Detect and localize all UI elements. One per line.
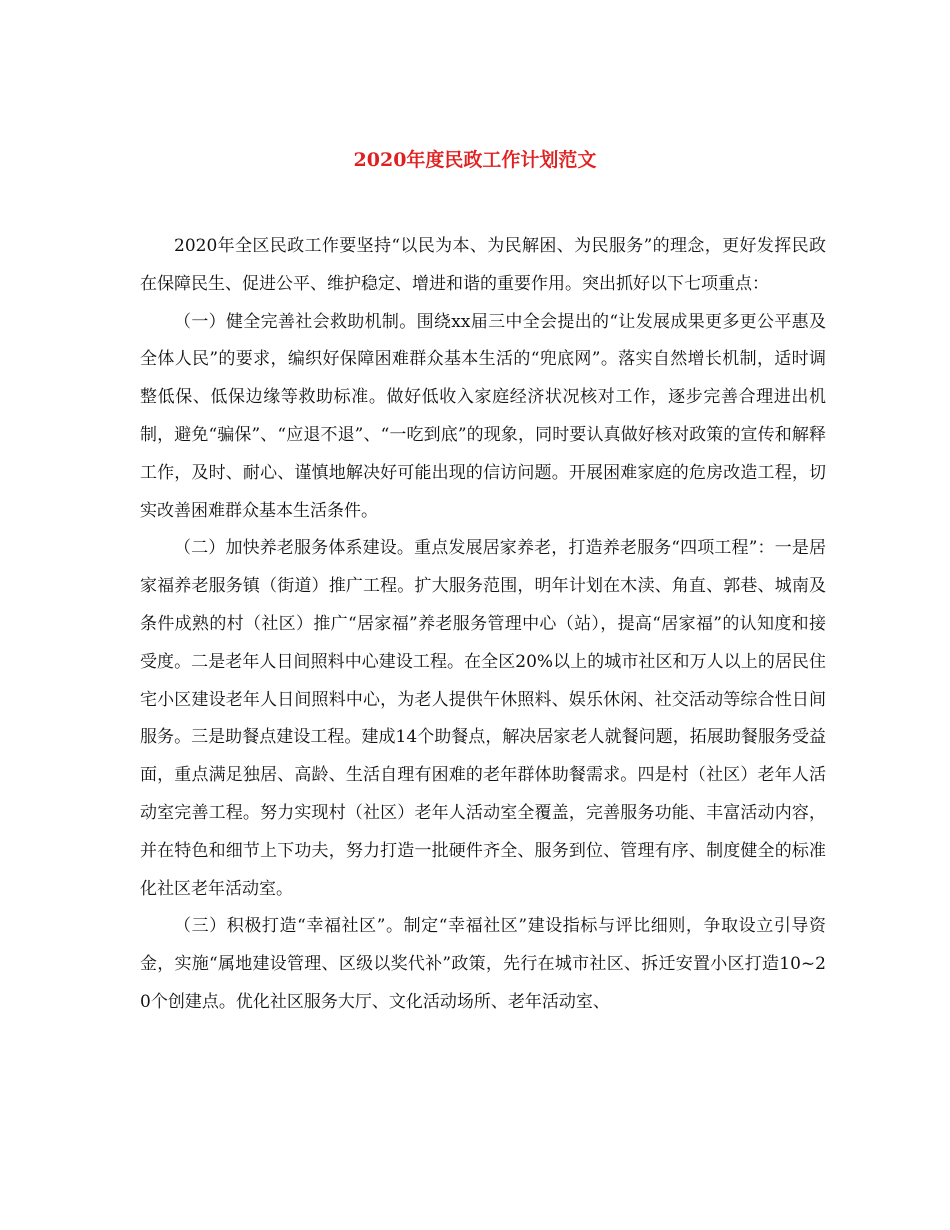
document-body [140, 228, 826, 1022]
paragraph-happy-community: （三）积极打造“幸福社区”。制定“幸福社区”建设指标与评比细则，争取设立引导资金，实施“属地建设管理、区级以奖代补”政策，先行在城市社区、拆迁安置小区打造10~20个创建点。优化社区服务大厅、文化活动场所、老年活动室、 [140, 916, 826, 1012]
document-title: 2020年度民政工作计划范文 [353, 149, 597, 171]
paragraph-elderly-care: （二）加快养老服务体系建设。重点发展居家养老，打造养老服务“四项工程”：一是居家福养老服务镇（街道）推广工程。扩大服务范围，明年计划在木渎、角直、郭巷、城南及条件成熟的村（社区）推广“居家福”养老服务管理中心（站），提高“居家福”的认知度和接受度。二是老年人日间照料中心建设工程。在全区20%以上的城市社区和万人以上的居民住宅小区建设老年人日间照料中心，为老人提供午休照料、娱乐休闲、社交活动等综合性日间服务。三是助餐点建设工程。建成14个助餐点，解决居家老人就餐问题，拓展助餐服务受益面，重点满足独居、高龄、生活自理有困难的老年群体助餐需求。四是村（社区）老年人活动室完善工程。努力实现村（社区）老年人活动室全覆盖，完善服务功能、丰富活动内容，并在特色和细节上下功夫，努力打造一批硬件齐全、服务到位、管理有序、制度健全的标准化社区老年活动室。 [140, 538, 826, 899]
paragraph-social-assistance: （一）健全完善社会救助机制。围绕xx届三中全会提出的“让发展成果更多更公平惠及全体人民”的要求，编织好保障困难群众基本生活的“兜底网”。落实自然增长机制，适时调整低保、低保边缘等救助标准。做好低收入家庭经济状况核对工作，逐步完善合理进出机制，避免“骗保”、“应退不退”、“一吃到底”的现象，同时要认真做好核对政策的宣传和解释工作，及时、耐心、谨慎地解决好可能出现的信访问题。开展困难家庭的危房改造工程，切实改善困难群众基本生活条件。 [140, 311, 826, 521]
paragraph-intro: 2020年全区民政工作要坚持“以民为本、为民解困、为民服务”的理念，更好发挥民政在保障民生、促进公平、维护稳定、增进和谐的重要作用。突出抓好以下七项重点： [140, 236, 826, 294]
